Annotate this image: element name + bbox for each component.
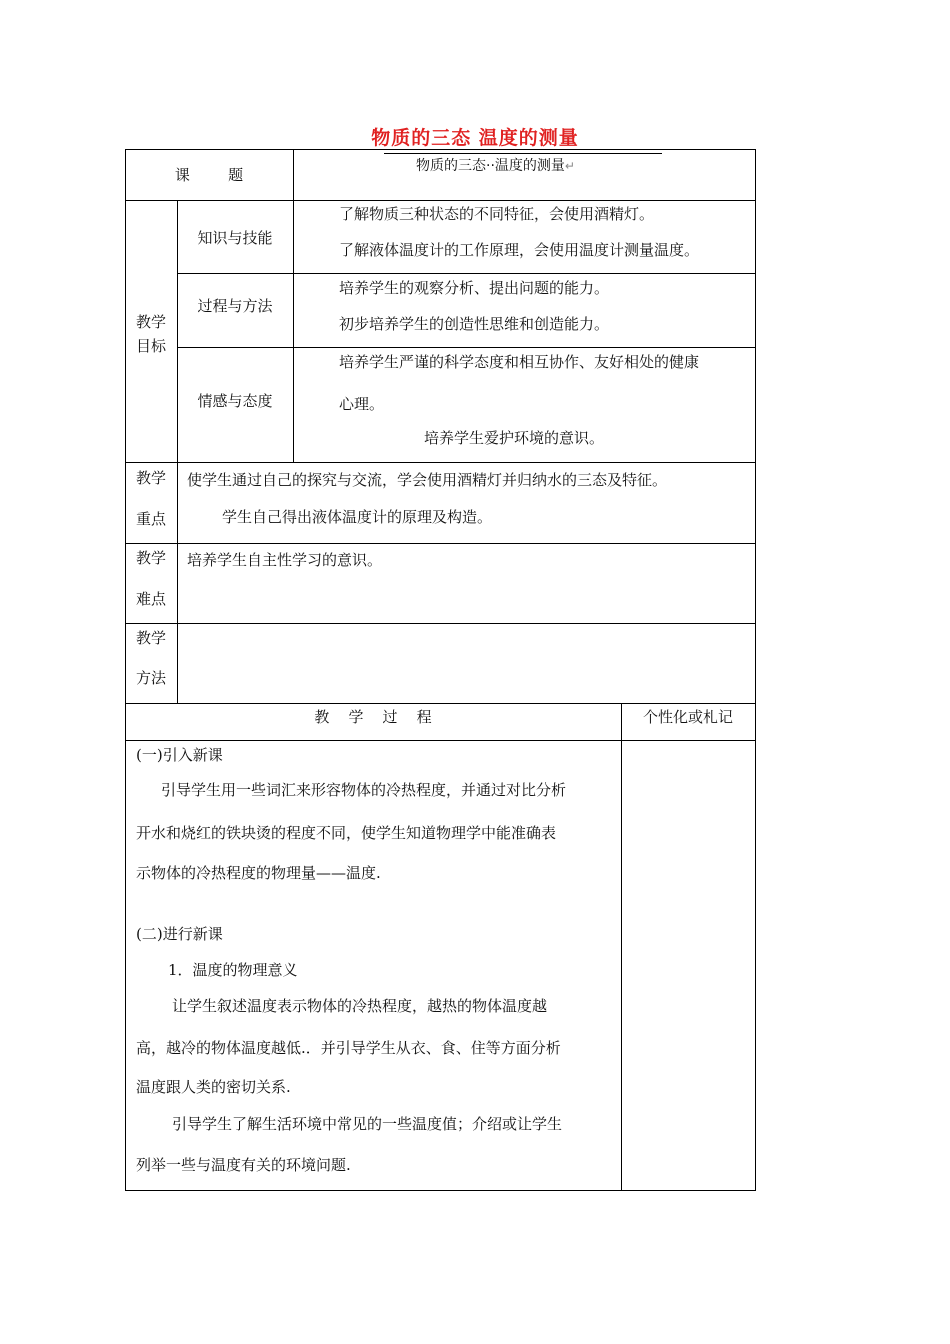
- title-underline: [384, 153, 662, 154]
- difficulties-line1: 培养学生自主性学习的意识。: [187, 551, 383, 569]
- row-divider: [177, 273, 756, 274]
- paragraph-3-line1: 引导学生了解生活环境中常见的一些温度值；介绍或让学生: [172, 1115, 563, 1133]
- document-title: 物质的三态 温度的测量: [371, 127, 579, 149]
- topic-text: 物质的三态··温度的测量: [416, 158, 565, 174]
- row-divider: [125, 200, 756, 201]
- section2-title: (二)进行新课: [136, 925, 223, 943]
- column-divider: [293, 149, 294, 201]
- table-border-right: [755, 149, 756, 1191]
- emotion-line1: 培养学生严谨的科学态度和相互协作、友好相处的健康: [339, 353, 700, 371]
- paragraph-1-line1: 引导学生用一些词汇来形容物体的冷热程度，并通过对比分析: [161, 781, 567, 799]
- process-line1: 培养学生的观察分析、提出问题的能力。: [339, 279, 610, 297]
- table-border-bottom: [125, 1190, 756, 1191]
- key-points-label-line2: 重点: [136, 510, 167, 528]
- knowledge-line2: 了解液体温度计的工作原理，会使用温度计测量温度。: [339, 241, 700, 259]
- row-divider: [125, 703, 756, 704]
- row-divider: [125, 543, 756, 544]
- objectives-label-line2: 目标: [136, 337, 167, 355]
- table-border-top: [125, 149, 756, 150]
- process-label: 过程与方法: [197, 297, 273, 315]
- emotion-line2: 心理。: [339, 395, 385, 413]
- row-divider: [125, 623, 756, 624]
- knowledge-line1: 了解物质三种状态的不同特征，会使用酒精灯。: [339, 205, 655, 223]
- process-line2: 初步培养学生的创造性思维和创造能力。: [339, 315, 610, 333]
- knowledge-label: 知识与技能: [197, 229, 273, 247]
- method-label-line2: 方法: [136, 669, 167, 687]
- paragraph-3-line2: 列举一些与温度有关的环境问题.: [136, 1156, 351, 1174]
- emotion-line3: 培养学生爱护环境的意识。: [424, 429, 605, 447]
- paragraph-mark-icon: ↵: [564, 159, 575, 173]
- difficulties-label-line1: 教学: [136, 549, 167, 567]
- objectives-label-line1: 教学: [136, 313, 167, 331]
- method-label-line1: 教学: [136, 629, 167, 647]
- notes-column-label: 个性化或札记: [642, 708, 733, 726]
- emotion-label: 情感与态度: [197, 392, 273, 410]
- paragraph-2-line1: 让学生叙述温度表示物体的冷热程度，越热的物体温度越: [172, 997, 548, 1015]
- paragraph-2-line2: 高，越冷的物体温度越低.．并引导学生从衣、食、住等方面分析: [136, 1039, 561, 1057]
- column-divider: [177, 462, 178, 704]
- paragraph-2-line3: 温度跟人类的密切关系.: [136, 1078, 291, 1096]
- key-points-line1: 使学生通过自己的探究与交流，学会使用酒精灯并归纳水的三态及特征。: [187, 471, 668, 489]
- difficulties-label-line2: 难点: [136, 590, 167, 608]
- key-points-line2: 学生自己得出液体温度计的原理及构造。: [222, 508, 493, 526]
- paragraph-1-line3: 示物体的冷热程度的物理量——温度.: [136, 864, 381, 882]
- process-header-label: 教 学 过 程: [314, 708, 432, 726]
- topic-value: [416, 156, 575, 176]
- row-divider: [125, 462, 756, 463]
- row-divider: [177, 347, 756, 348]
- topic-label: 课 题: [174, 166, 244, 184]
- table-border-left: [125, 149, 126, 1191]
- column-divider: [293, 200, 294, 463]
- key-points-label-line1: 教学: [136, 469, 167, 487]
- column-divider: [621, 703, 622, 1191]
- paragraph-1-line2: 开水和烧红的铁块烫的程度不同，使学生知道物理学中能准确表: [136, 824, 557, 842]
- section1-title: (一)引入新课: [136, 746, 223, 764]
- row-divider: [125, 740, 756, 741]
- subsection1-title: 1．温度的物理意义: [168, 961, 298, 979]
